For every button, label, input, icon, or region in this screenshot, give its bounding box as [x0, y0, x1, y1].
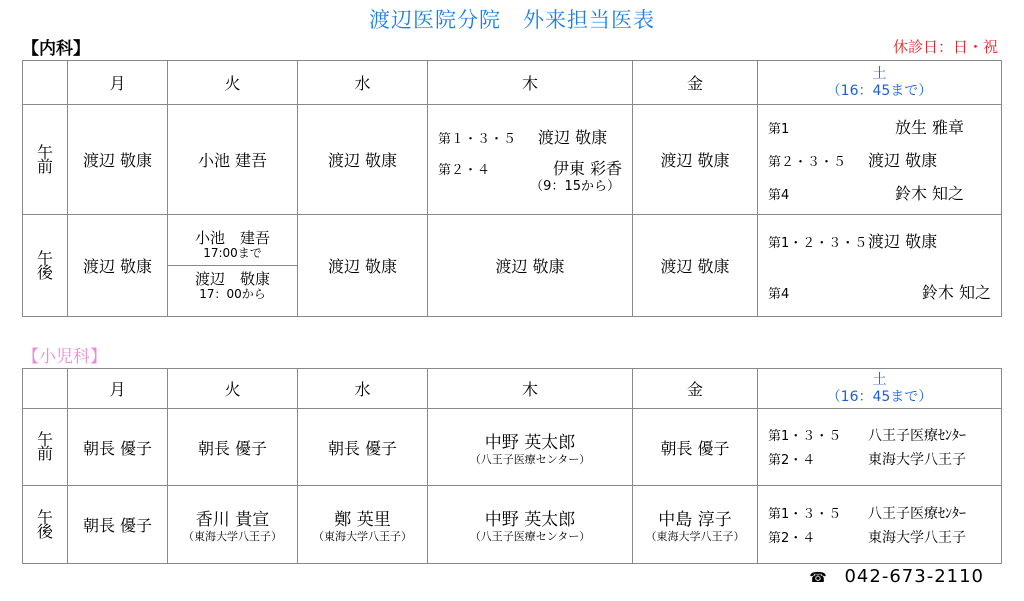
- day-header-fri: 金: [633, 61, 758, 105]
- shonika-pm-fri: 中島 淳子 （東海大学八王子）: [633, 486, 758, 564]
- day-header-thu: 木: [428, 369, 633, 409]
- shonika-am-tue: 朝長 優子: [168, 409, 298, 486]
- shonika-am-fri: 朝長 優子: [633, 409, 758, 486]
- naika-am-sat: 第1 放生 雅章 第２・３・５ 渡辺 敬康 第4 鈴木 知之: [758, 105, 1002, 215]
- naika-pm-row: [23, 215, 1002, 317]
- day-header-tue: 火: [168, 61, 298, 105]
- shonika-pm-sat: 第1・３・５ 八王子医療ｾﾝﾀｰ 第2・４ 東海大学八王子: [758, 486, 1002, 564]
- naika-am-wed: 渡辺 敬康: [298, 105, 428, 215]
- sat-label: 土: [872, 371, 887, 388]
- naika-header-row: [23, 61, 1002, 105]
- section-label-shonika: 【小児科】: [22, 347, 107, 367]
- corner-cell: [23, 61, 68, 105]
- day-header-fri: 金: [633, 369, 758, 409]
- shonika-am-thu: 中野 英太郎 （八王子医療センター）: [428, 409, 633, 486]
- sat-label: 土: [872, 65, 887, 82]
- naika-am-row: [23, 105, 1002, 215]
- shonika-pm-mon: 朝長 優子: [68, 486, 168, 564]
- am-label: 午 前: [23, 409, 68, 486]
- day-header-tue: 火: [168, 369, 298, 409]
- am-label: 午 前: [23, 105, 68, 215]
- naika-pm-sat: 第1・２・３・５ 渡辺 敬康 第4 鈴木 知之: [758, 215, 1002, 317]
- naika-schedule-table: [22, 60, 1002, 317]
- phone-number-text: 042-673-2110: [844, 566, 984, 587]
- section-label-naika: 【内科】: [22, 39, 90, 59]
- naika-pm-tue: 小池 建吾 17:00まで 渡辺 敬康 17：00から: [168, 215, 298, 317]
- day-header-mon: 月: [68, 61, 168, 105]
- day-header-mon: 月: [68, 369, 168, 409]
- pm-label: 午 後: [23, 215, 68, 317]
- naika-am-tue: 小池 建吾: [168, 105, 298, 215]
- sat-hours: （16：45まで）: [826, 388, 933, 405]
- shonika-am-wed: 朝長 優子: [298, 409, 428, 486]
- naika-pm-wed: 渡辺 敬康: [298, 215, 428, 317]
- shonika-am-row: [23, 409, 1002, 486]
- naika-am-fri: 渡辺 敬康: [633, 105, 758, 215]
- shonika-pm-wed: 鄭 英里 （東海大学八王子）: [298, 486, 428, 564]
- naika-pm-fri: 渡辺 敬康: [633, 215, 758, 317]
- day-header-sat: [758, 369, 1002, 409]
- holiday-note: 休診日：日・祝: [892, 38, 998, 56]
- shonika-pm-row: [23, 486, 1002, 564]
- day-header-wed: 水: [298, 61, 428, 105]
- corner-cell: [23, 369, 68, 409]
- day-header-sat: [758, 61, 1002, 105]
- shonika-pm-thu: 中野 英太郎 （八王子医療センター）: [428, 486, 633, 564]
- naika-am-mon: 渡辺 敬康: [68, 105, 168, 215]
- naika-pm-mon: 渡辺 敬康: [68, 215, 168, 317]
- naika-pm-thu: 渡辺 敬康: [428, 215, 633, 317]
- shonika-am-sat: 第1・３・５ 八王子医療ｾﾝﾀｰ 第2・４ 東海大学八王子: [758, 409, 1002, 486]
- shonika-header-row: [23, 369, 1002, 409]
- shonika-pm-tue: 香川 貴宣 （東海大学八王子）: [168, 486, 298, 564]
- shonika-schedule-table: [22, 368, 1002, 564]
- phone-number: [809, 566, 984, 587]
- day-header-wed: 水: [298, 369, 428, 409]
- shonika-am-mon: 朝長 優子: [68, 409, 168, 486]
- pm-label: 午 後: [23, 486, 68, 564]
- phone-icon: ☎: [809, 570, 828, 586]
- page-title: 渡辺医院分院 外来担当医表: [369, 8, 655, 32]
- naika-am-thu: 第１・３・５ 渡辺 敬康 第２・４ 伊東 彩香 （9：15から）: [428, 105, 633, 215]
- sat-hours: （16：45まで）: [826, 82, 933, 99]
- day-header-thu: 木: [428, 61, 633, 105]
